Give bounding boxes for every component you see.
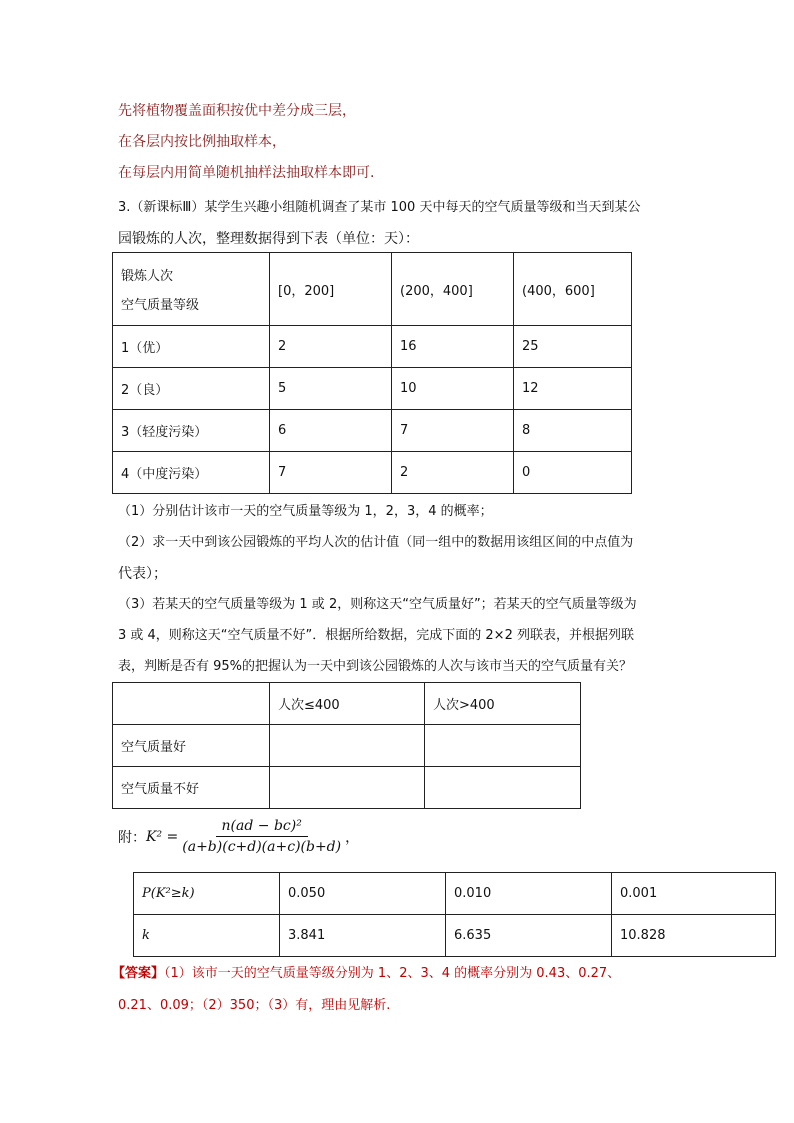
problem-line-1: 3.（新课标Ⅲ）某学生兴趣小组随机调查了某市 100 天中每天的空气质量等级和当天到某公 — [118, 200, 641, 215]
table-corner-cell — [113, 253, 270, 326]
table-header-row — [113, 253, 632, 326]
table-cell: 8 — [514, 410, 632, 452]
table-header-row — [113, 683, 581, 725]
data-table — [112, 252, 632, 494]
row-label: 空气质量好 — [113, 725, 270, 767]
formula-denominator: (a+b)(c+d)(a+c)(b+d) — [182, 839, 342, 855]
table-cell: 0 — [514, 452, 632, 494]
table-row — [113, 452, 632, 494]
row-label: k — [134, 915, 280, 957]
column-header: 人次≤400 — [270, 683, 425, 725]
row-label: 4（中度污染） — [113, 452, 270, 494]
table-cell — [270, 725, 425, 767]
table-cell: 12 — [514, 368, 632, 410]
table-cell: 2 — [270, 326, 392, 368]
row-label: P(K²≥k) — [134, 873, 280, 915]
table-cell: 5 — [270, 368, 392, 410]
table-row — [113, 725, 581, 767]
table-cell: 10 — [392, 368, 514, 410]
question-3-line-1: （3）若某天的空气质量等级为 1 或 2，则称这天“空气质量好”；若某天的空气质量等级为 — [118, 597, 637, 612]
answer-line-1 — [112, 964, 620, 984]
table-cell — [425, 725, 581, 767]
problem-line-2: 园锻炼的人次，整理数据得到下表（单位：天）： — [118, 231, 419, 247]
column-header: (400，600] — [514, 253, 632, 326]
answer-line-2: 0.21、0.09；（2）350；（3）有，理由见解析. — [118, 998, 391, 1013]
formula-fraction — [182, 818, 341, 855]
table-row — [113, 767, 581, 809]
column-header: [0，200] — [270, 253, 392, 326]
question-3-line-2: 3 或 4，则称这天“空气质量不好”．根据所给数据，完成下面的 2×2 列联表，并根据列联 — [118, 628, 634, 643]
table-row — [113, 368, 632, 410]
table-cell: 0.010 — [446, 873, 612, 915]
intro-line-1: 先将植物覆盖面积按优中差分成三层， — [118, 103, 356, 119]
table-cell — [425, 767, 581, 809]
row-label: 2（良） — [113, 368, 270, 410]
answer-tag: 【答案】 — [112, 966, 165, 981]
answer-text-1: （1）该市一天的空气质量等级分别为 1、2、3、4 的概率分别为 0.43、0.27、 — [164, 966, 621, 981]
table-cell: 16 — [392, 326, 514, 368]
table-cell: 10.828 — [612, 915, 776, 957]
intro-line-3: 在每层内用简单随机抽样法抽取样本即可. — [118, 165, 375, 181]
table-cell: 6.635 — [446, 915, 612, 957]
critical-value-table — [133, 872, 776, 957]
question-3-line-3: 表，判断是否有 95%的把握认为一天中到该公园锻炼的人次与该市当天的空气质量有关？ — [118, 659, 633, 674]
header-top-label: 锻炼人次 — [121, 269, 174, 284]
table-cell: 3.841 — [280, 915, 446, 957]
table-row — [134, 873, 776, 915]
table-cell: 7 — [392, 410, 514, 452]
row-label: 空气质量不好 — [113, 767, 270, 809]
row-label: 1（优） — [113, 326, 270, 368]
table-row — [113, 410, 632, 452]
column-header: 人次>400 — [425, 683, 581, 725]
row-label: 3（轻度污染） — [113, 410, 270, 452]
question-1: （1）分别估计该市一天的空气质量等级为 1，2，3，4 的概率； — [118, 504, 493, 519]
table-cell — [270, 767, 425, 809]
formula-prefix: 附： — [118, 829, 146, 846]
formula-suffix: ， — [345, 829, 360, 846]
contingency-table — [112, 682, 581, 809]
table-row — [113, 326, 632, 368]
table-cell: 0.001 — [612, 873, 776, 915]
formula-numerator: n(ad − bc)² — [216, 818, 308, 837]
table-row — [134, 915, 776, 957]
table-corner-cell — [113, 683, 270, 725]
question-2-line-2: 代表）； — [118, 566, 167, 582]
table-cell: 25 — [514, 326, 632, 368]
header-bottom-label: 空气质量等级 — [121, 298, 200, 313]
table-cell: 2 — [392, 452, 514, 494]
table-cell: 0.050 — [280, 873, 446, 915]
chi-square-formula — [118, 818, 359, 855]
table-cell: 6 — [270, 410, 392, 452]
intro-line-2: 在各层内按比例抽取样本， — [118, 134, 286, 150]
formula-lhs: K² = — [146, 828, 179, 845]
table-cell: 7 — [270, 452, 392, 494]
column-header: (200，400] — [392, 253, 514, 326]
question-2-line-1: （2）求一天中到该公园锻炼的平均人次的估计值（同一组中的数据用该组区间的中点值为 — [118, 535, 634, 550]
